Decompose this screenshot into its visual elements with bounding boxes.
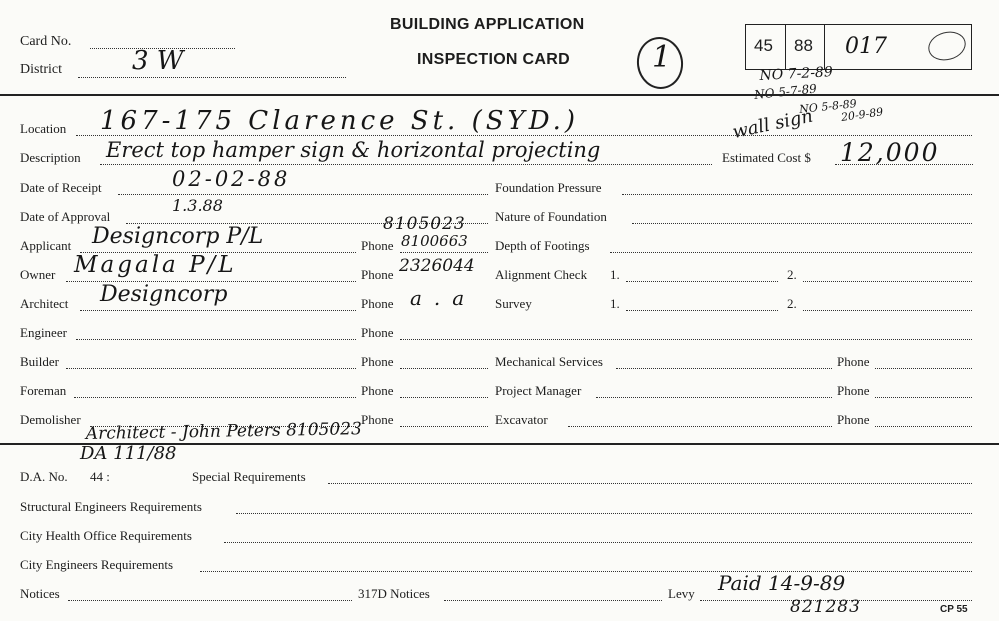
foundation-pressure-line bbox=[622, 194, 972, 195]
builder-line bbox=[66, 368, 356, 369]
description-label: Description bbox=[20, 150, 81, 165]
foreman-label: Foreman bbox=[20, 383, 67, 398]
survey-1-line bbox=[626, 310, 778, 311]
demolisher-label: Demolisher bbox=[20, 412, 81, 427]
date-approval-label: Date of Approval bbox=[20, 209, 111, 224]
applicant-phone-2: 8100663 bbox=[401, 232, 468, 250]
location-label: Location bbox=[20, 121, 67, 136]
architect-phone-label: Phone bbox=[361, 296, 394, 311]
description-value: Erect top hamper sign & horizontal projecting bbox=[106, 138, 601, 162]
engineer-line bbox=[76, 339, 356, 340]
notices-label: Notices bbox=[20, 586, 60, 601]
mechanical-phone-label: Phone bbox=[837, 354, 870, 369]
title-line-2: INSPECTION CARD bbox=[417, 51, 570, 68]
box-divider-2 bbox=[824, 24, 825, 70]
note-3: NO 5-8-89 bbox=[798, 97, 858, 116]
estimated-cost-label: Estimated Cost $ bbox=[722, 150, 811, 165]
box-cell-2: 88 bbox=[794, 36, 813, 55]
foreman-phone-label: Phone bbox=[361, 383, 394, 398]
alignment-check-label: Alignment Check bbox=[495, 267, 588, 282]
date-approval-value: 1.3.88 bbox=[172, 196, 223, 215]
levy-label: Levy bbox=[668, 586, 695, 601]
date-receipt-line bbox=[118, 194, 488, 195]
foreman-phone-line bbox=[400, 397, 488, 398]
note-2: NO 5-7-89 bbox=[753, 81, 818, 102]
alignment-2-label: 2. bbox=[787, 267, 797, 282]
alignment-1-label: 1. bbox=[610, 267, 620, 282]
notices-317d-label: 317D Notices bbox=[358, 586, 430, 601]
alignment-1-line bbox=[626, 281, 778, 282]
box-cell-1: 45 bbox=[754, 36, 773, 55]
note-1: NO 7-2-89 bbox=[759, 64, 834, 84]
owner-value: Magala P/L bbox=[74, 252, 237, 278]
architect-note: Architect - John Peters 8105023 bbox=[85, 419, 363, 444]
estimated-cost-value: 12,000 bbox=[840, 138, 940, 167]
nature-foundation-label: Nature of Foundation bbox=[495, 209, 607, 224]
foundation-pressure-label: Foundation Pressure bbox=[495, 180, 602, 195]
district-value: 3 W bbox=[132, 46, 184, 76]
builder-phone-line bbox=[400, 368, 488, 369]
applicant-phone-1: 8105023 bbox=[383, 214, 466, 234]
city-engineers-label: City Engineers Requirements bbox=[20, 557, 174, 572]
foreman-line bbox=[74, 397, 356, 398]
survey-2-label: 2. bbox=[787, 296, 797, 311]
box-divider-1 bbox=[785, 24, 786, 70]
engineer-label: Engineer bbox=[20, 325, 67, 340]
project-manager-phone-label: Phone bbox=[837, 383, 870, 398]
date-receipt-value: 02-02-88 bbox=[172, 167, 291, 191]
location-value: 167-175 Clarence St. (SYD.) bbox=[100, 106, 580, 136]
excavator-phone-label: Phone bbox=[837, 412, 870, 427]
notices-line bbox=[68, 600, 352, 601]
notices-317d-line bbox=[444, 600, 662, 601]
form-code: CP 55 bbox=[940, 604, 968, 615]
owner-phone-label: Phone bbox=[361, 267, 394, 282]
architect-line bbox=[80, 310, 356, 311]
header-divider bbox=[0, 94, 999, 96]
architect-phone-value: a.a bbox=[410, 286, 477, 310]
project-manager-line bbox=[596, 397, 832, 398]
demolisher-phone-line bbox=[400, 426, 488, 427]
builder-phone-label: Phone bbox=[361, 354, 394, 369]
city-engineers-line bbox=[200, 571, 972, 572]
survey-2-line bbox=[803, 310, 972, 311]
mechanical-line bbox=[616, 368, 832, 369]
title-line-1: BUILDING APPLICATION bbox=[390, 16, 585, 33]
note-4: 20-9-89 bbox=[840, 105, 885, 124]
special-requirements-label: Special Requirements bbox=[192, 469, 306, 484]
excavator-line bbox=[568, 426, 832, 427]
excavator-phone-line bbox=[875, 426, 972, 427]
health-label: City Health Office Requirements bbox=[20, 528, 192, 543]
survey-1-label: 1. bbox=[610, 296, 620, 311]
survey-label: Survey bbox=[495, 296, 532, 311]
depth-footings-line bbox=[610, 252, 972, 253]
receipt-number: 821283 bbox=[790, 597, 861, 617]
excavator-label: Excavator bbox=[495, 412, 548, 427]
architect-value: Designcorp bbox=[100, 282, 228, 307]
mechanical-phone-line bbox=[875, 368, 972, 369]
architect-label: Architect bbox=[20, 296, 69, 311]
alignment-2-line bbox=[803, 281, 972, 282]
health-line bbox=[224, 542, 972, 543]
depth-footings-label: Depth of Footings bbox=[495, 238, 590, 253]
mechanical-label: Mechanical Services bbox=[495, 354, 603, 369]
builder-label: Builder bbox=[20, 354, 59, 369]
levy-value: Paid 14-9-89 bbox=[718, 571, 846, 595]
da-no-label: D.A. No. bbox=[20, 469, 68, 484]
engineer-phone-label: Phone bbox=[361, 325, 394, 340]
owner-label: Owner bbox=[20, 267, 56, 282]
applicant-phone-line bbox=[400, 252, 488, 253]
applicant-label: Applicant bbox=[20, 238, 72, 253]
box-cell-3: 017 bbox=[845, 34, 887, 59]
engineer-phone-line bbox=[400, 339, 972, 340]
project-manager-phone-line bbox=[875, 397, 972, 398]
date-receipt-label: Date of Receipt bbox=[20, 180, 102, 195]
applicant-value: Designcorp P/L bbox=[92, 224, 264, 249]
district-label: District bbox=[20, 62, 62, 77]
da-handwritten: DA 111/88 bbox=[80, 443, 177, 464]
da-no-value: 44 : bbox=[90, 469, 110, 484]
wall-sign-note: wall sign bbox=[730, 105, 815, 143]
structural-line bbox=[236, 513, 972, 514]
district-line bbox=[78, 77, 346, 78]
applicant-phone-label: Phone bbox=[361, 238, 394, 253]
demolisher-phone-label: Phone bbox=[361, 412, 394, 427]
circled-number: 1 bbox=[652, 40, 672, 75]
description-line bbox=[100, 164, 712, 165]
structural-label: Structural Engineers Requirements bbox=[20, 499, 202, 514]
nature-foundation-line bbox=[632, 223, 972, 224]
owner-phone-value: 2326044 bbox=[399, 256, 475, 276]
card-no-label: Card No. bbox=[20, 34, 72, 49]
special-requirements-line bbox=[328, 483, 972, 484]
project-manager-label: Project Manager bbox=[495, 383, 582, 398]
